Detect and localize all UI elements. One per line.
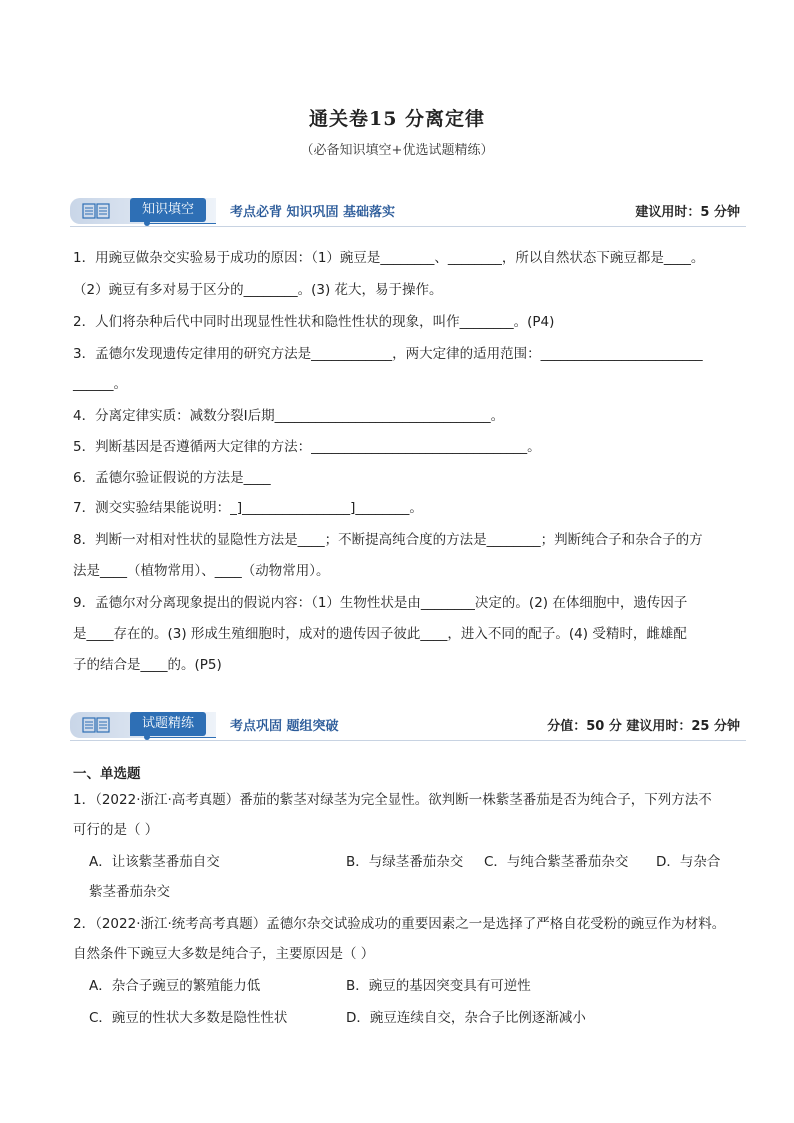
section-divider — [70, 226, 746, 227]
fill-blank-line: 5．判断基因是否遵循两大定律的方法：________________________________。 — [73, 439, 541, 455]
book-icon — [82, 203, 110, 219]
question-2-option-d: D．豌豆连续自交，杂合子比例逐渐减小 — [346, 1010, 586, 1026]
section-tab-label: 试题精练 — [130, 712, 206, 736]
question-1-option-a: A．让该紫茎番茄自交 — [89, 854, 220, 870]
page-title: 通关卷15 分离定律 — [308, 108, 486, 130]
fill-blank-line: ______。 — [73, 376, 127, 392]
fill-blank-line: （2）豌豆有多对易于区分的________。(3) 花大，易于操作。 — [73, 282, 443, 298]
fill-blank-line: 子的结合是____的。(P5) — [73, 657, 222, 673]
fill-blank-line: 法是____（植物常用）、____（动物常用）。 — [73, 563, 330, 579]
question-2-option-b: B．豌豆的基因突变具有可逆性 — [346, 978, 531, 994]
suggested-time: 建议用时：5 分钟 — [635, 205, 740, 220]
fill-blank-line: 4．分离定律实质：减数分裂Ⅰ后期________________________________。 — [73, 408, 505, 424]
section-bar-knowledge — [70, 196, 746, 228]
question-1-stem: 1．（2022·浙江·高考真题）番茄的紫茎对绿茎为完全显性。欲判断一株紫茎番茄是否为纯合子，下列方法不 — [73, 792, 712, 808]
book-icon — [82, 717, 110, 733]
question-section-title: 一、单选题 — [73, 766, 141, 782]
section-bar-exercises — [70, 710, 746, 742]
fill-blank-line: 6．孟德尔验证假说的方法是____ — [73, 470, 271, 486]
question-1-option-d: D．与杂合 — [656, 854, 721, 870]
question-1-option-c: C．与纯合紫茎番茄杂交 — [484, 854, 629, 870]
score-and-time: 分值：50 分 建议用时：25 分钟 — [547, 719, 740, 734]
fill-blank-line: 8．判断一对相对性状的显隐性方法是____；不断提高纯合度的方法是________；判断纯合子和杂合子的方 — [73, 532, 703, 548]
question-2-stem: 自然条件下豌豆大多数是纯合子，主要原因是（ ） — [73, 946, 375, 962]
fill-blank-line: 2．人们将杂种后代中同时出现显性性状和隐性性状的现象，叫作________。(P4) — [73, 314, 555, 330]
fill-blank-line: 是____存在的。(3) 形成生殖细胞时，成对的遗传因子彼此____，进入不同的配子。(4) 受精时，雌雄配 — [73, 626, 687, 642]
tab-underline — [146, 223, 216, 224]
question-1-option-d-cont: 紫茎番茄杂交 — [89, 884, 170, 900]
question-1-option-b: B．与绿茎番茄杂交 — [346, 854, 464, 870]
section-themes: 考点巩固 题组突破 — [230, 719, 339, 734]
fill-blank-line: 7．测交实验结果能说明：_]________________]________。 — [73, 500, 423, 516]
fill-blank-line: 1．用豌豆做杂交实验易于成功的原因：（1）豌豆是________、________，所以自然状态下豌豆都是____。 — [73, 250, 705, 266]
tab-underline — [146, 737, 216, 738]
section-themes: 考点必背 知识巩固 基础落实 — [230, 205, 396, 220]
question-1-stem: 可行的是（ ） — [73, 822, 159, 838]
section-divider — [70, 740, 746, 741]
question-2-stem: 2．（2022·浙江·统考高考真题）孟德尔杂交试验成功的重要因素之一是选择了严格自花受粉的豌豆作为材料。 — [73, 916, 726, 932]
fill-blank-line: 9．孟德尔对分离现象提出的假说内容：（1）生物性状是由________决定的。(2) 在体细胞中，遗传因子 — [73, 595, 688, 611]
page-subtitle: （必备知识填空+优选试题精练） — [300, 143, 494, 158]
question-2-option-c: C．豌豆的性状大多数是隐性性状 — [89, 1010, 288, 1026]
question-2-option-a: A．杂合子豌豆的繁殖能力低 — [89, 978, 261, 994]
fill-blank-line: 3．孟德尔发现遗传定律用的研究方法是____________，两大定律的适用范围：________________________ — [73, 346, 703, 362]
section-tab-label: 知识填空 — [130, 198, 206, 222]
